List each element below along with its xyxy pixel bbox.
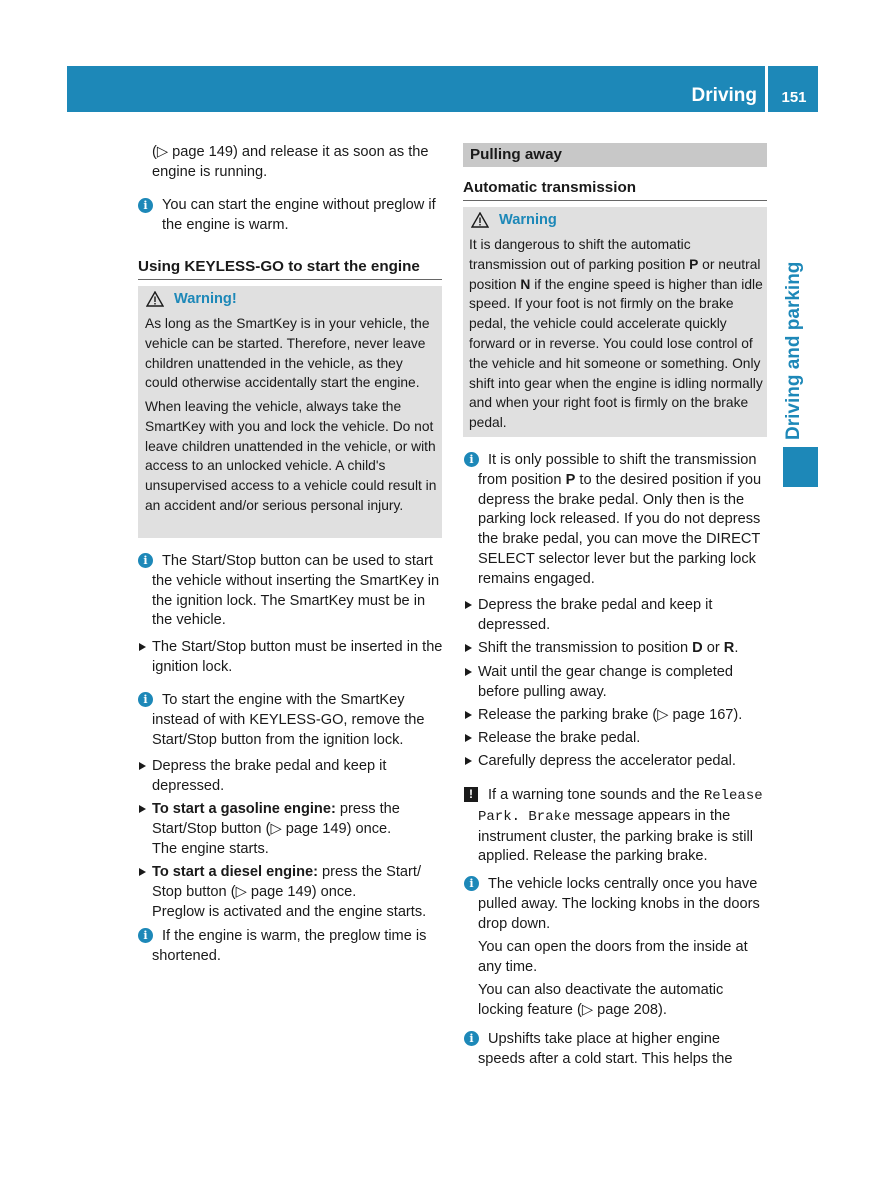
bullet-arrow-icon [139, 805, 146, 813]
bullet-arrow-icon [465, 644, 472, 652]
bullet-arrow-icon [465, 757, 472, 765]
bullet-release-parking-brake: Release the parking brake (▷ page 167). [478, 707, 743, 723]
bullet-diesel: To start a diesel engine: press the Start/ Stop button (▷ page 149) once. Preglow is activated and the engine starts. [152, 864, 427, 920]
warning-paragraph-transmission: It is dangerous to shift the automatic transmission out of parking position P or neutral position N if the engine speed is higher than idle speed. If your foot is not firmly on the brake pedal, the vehicle could accelerate quickly forward or in reverse. You could lose control of the vehicle and hit someone or something. Only shift into gear when the engine is idling normally and when your right foot is firmly on the brake pedal. [469, 237, 763, 431]
heading-rule [138, 279, 442, 280]
info-icon: i [464, 1031, 479, 1046]
info-locks-deactivate: You can also deactivate the automatic locking feature (▷ page 208). [478, 982, 724, 1018]
section-heading-keyless: Using KEYLESS-GO to start the engine [138, 258, 420, 275]
bullet-wait: Wait until the gear change is completed before pulling away. [478, 664, 733, 700]
info-shift: It is only possible to shift the transmission from position P to the desired position if you depress the brake pedal. Only then is the parking lock released. If you do not depress the brake pedal, you can move the DIRECT SELECT selector lever but the parking lock remains engaged. [478, 452, 762, 587]
warning-title: Warning [499, 212, 557, 228]
info-preglow: You can start the engine without preglow if the engine is warm. [162, 197, 436, 233]
info-icon: i [138, 928, 153, 943]
bullet-arrow-icon [139, 643, 146, 651]
warning-title: Warning! [174, 291, 237, 307]
exclamation-icon: ! [464, 787, 478, 802]
bullet-arrow-icon [139, 762, 146, 770]
info-icon: i [464, 876, 479, 891]
side-tab-marker [783, 447, 818, 487]
bullet-arrow-icon [465, 711, 472, 719]
heading-rule [463, 200, 767, 201]
side-section-label: Driving and parking [783, 261, 804, 440]
info-icon: i [138, 553, 153, 568]
bullet-depress-brake: Depress the brake pedal and keep it depressed. [478, 597, 713, 633]
subheading-automatic: Automatic transmission [463, 179, 637, 196]
bullet-arrow-icon [465, 734, 472, 742]
info-locks: The vehicle locks centrally once you have pulled away. The locking knobs in the doors drop down. [478, 876, 760, 932]
bullet-accelerator: Carefully depress the accelerator pedal. [478, 753, 736, 769]
info-upshift: Upshifts take place at higher engine speeds after a cold start. This helps the [478, 1031, 733, 1067]
warning-paragraph-2: When leaving the vehicle, always take the SmartKey with you and lock the vehicle. Do not leave children unattended in the vehicle, or with access to an unlocked vehicle. A child's unsupervised access to a vehicle could result in an accident and/or serious personal injury. [145, 399, 437, 513]
warning-triangle-icon [146, 291, 164, 307]
bullet-arrow-icon [465, 601, 472, 609]
info-locks-open: You can open the doors from the inside at any time. [478, 939, 748, 975]
header-separator [765, 66, 768, 112]
bullet-depress: Depress the brake pedal and keep it depressed. [152, 758, 387, 794]
info-icon: i [464, 452, 479, 467]
info-icon: i [138, 198, 153, 213]
warning-paragraph-1: As long as the SmartKey is in your vehicle, the vehicle can be started. Therefore, never leave children unattended in the vehicle, as they could otherwise accidentally start the engine. [145, 316, 430, 391]
page-title: Driving [691, 85, 757, 106]
bullet-release-brake: Release the brake pedal. [478, 730, 641, 746]
info-warm: If the engine is warm, the preglow time is shortened. [152, 928, 427, 964]
bullet-arrow-icon [465, 668, 472, 676]
warning-triangle-icon [471, 212, 489, 228]
note-parking-brake: If a warning tone sounds and the Release Park. Brake message appears in the instrument cluster, the parking brake is still applied. Release the parking brake. [478, 787, 763, 865]
bullet-inserted: The Start/Stop button must be inserted in the ignition lock. [152, 639, 443, 675]
page-number: 151 [781, 89, 807, 106]
bullet-arrow-icon [139, 868, 146, 876]
continued-text: (▷ page 149) and release it as soon as the engine is running. [152, 144, 429, 180]
info-smartkey: To start the engine with the SmartKey instead of with KEYLESS-GO, remove the Start/Stop button from the ignition lock. [152, 692, 425, 748]
bullet-gasoline: To start a gasoline engine: press the Start/Stop button (▷ page 149) once. The engine starts. [152, 801, 400, 857]
section-heading-pulling-away: Pulling away [470, 146, 562, 163]
bullet-shift-position: Shift the transmission to position D or R. [478, 640, 739, 656]
info-icon: i [138, 692, 153, 707]
info-startstop: The Start/Stop button can be used to start the vehicle without inserting the SmartKey in the ignition lock. The SmartKey must be in the vehicle. [152, 553, 440, 629]
